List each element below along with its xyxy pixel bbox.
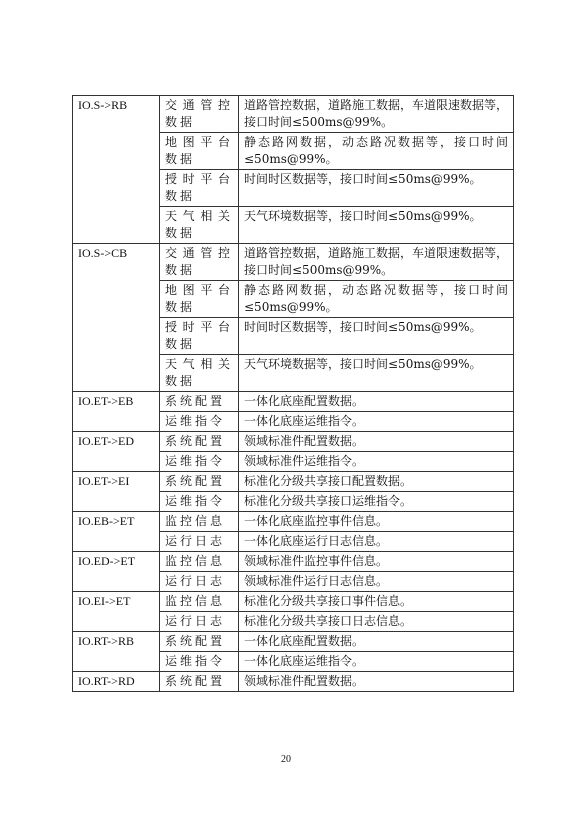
category-cell: 授时平台数据 (160, 318, 239, 355)
category-cell: 地图平台数据 (160, 133, 239, 170)
description-cell: 领域标准件监控事件信息。 (239, 552, 514, 572)
category-cell: 运行日志 (160, 612, 239, 632)
category-cell: 系统配置 (160, 672, 239, 692)
interface-spec-table (72, 95, 514, 692)
table-row (73, 632, 514, 652)
description-cell: 一体化底座配置数据。 (239, 632, 514, 652)
description-cell: 道路管控数据，道路施工数据，车道限速数据等，接口时间≤500ms@99%。 (239, 96, 514, 133)
description-cell: 天气环境数据等，接口时间≤50ms@99%。 (239, 355, 514, 392)
category-cell: 天气相关数据 (160, 355, 239, 392)
description-cell: 道路管控数据，道路施工数据，车道限速数据等，接口时间≤500ms@99%。 (239, 244, 514, 281)
table-row (73, 672, 514, 692)
category-cell: 运维指令 (160, 452, 239, 472)
interface-id-cell: IO.EI->ET (73, 592, 160, 632)
table-row (73, 592, 514, 612)
table-row (73, 96, 514, 133)
category-cell: 天气相关数据 (160, 207, 239, 244)
category-cell: 系统配置 (160, 432, 239, 452)
table-row (73, 392, 514, 412)
interface-id-cell: IO.RT->RB (73, 632, 160, 672)
description-cell: 标准化分级共享接口事件信息。 (239, 592, 514, 612)
table-row (73, 432, 514, 452)
category-cell: 系统配置 (160, 392, 239, 412)
description-cell: 时间时区数据等，接口时间≤50ms@99%。 (239, 318, 514, 355)
category-cell: 系统配置 (160, 472, 239, 492)
description-cell: 一体化底座配置数据。 (239, 392, 514, 412)
description-cell: 时间时区数据等，接口时间≤50ms@99%。 (239, 170, 514, 207)
table-row (73, 472, 514, 492)
category-cell: 交通管控数据 (160, 96, 239, 133)
interface-spec-table-body (73, 96, 514, 692)
table-row (73, 552, 514, 572)
description-cell: 天气环境数据等，接口时间≤50ms@99%。 (239, 207, 514, 244)
description-cell: 静态路网数据，动态路况数据等，接口时间≤50ms@99%。 (239, 133, 514, 170)
description-cell: 标准化分级共享接口日志信息。 (239, 612, 514, 632)
description-cell: 一体化底座运维指令。 (239, 412, 514, 432)
description-cell: 领域标准件运行日志信息。 (239, 572, 514, 592)
table-row (73, 512, 514, 532)
category-cell: 交通管控数据 (160, 244, 239, 281)
category-cell: 运行日志 (160, 532, 239, 552)
category-cell: 监控信息 (160, 592, 239, 612)
interface-id-cell: IO.ET->ED (73, 432, 160, 472)
description-cell: 静态路网数据，动态路况数据等，接口时间≤50ms@99%。 (239, 281, 514, 318)
page-number: 20 (281, 754, 291, 765)
description-cell: 领域标准件运维指令。 (239, 452, 514, 472)
table-row (73, 244, 514, 281)
description-cell: 一体化底座运行日志信息。 (239, 532, 514, 552)
description-cell: 标准化分级共享接口配置数据。 (239, 472, 514, 492)
interface-id-cell: IO.EB->ET (73, 512, 160, 552)
category-cell: 运维指令 (160, 652, 239, 672)
category-cell: 运维指令 (160, 492, 239, 512)
interface-id-cell: IO.S->RB (73, 96, 160, 244)
interface-id-cell: IO.S->CB (73, 244, 160, 392)
interface-id-cell: IO.ED->ET (73, 552, 160, 592)
category-cell: 授时平台数据 (160, 170, 239, 207)
description-cell: 一体化底座运维指令。 (239, 652, 514, 672)
description-cell: 领域标准件配置数据。 (239, 432, 514, 452)
category-cell: 监控信息 (160, 512, 239, 532)
interface-id-cell: IO.ET->EB (73, 392, 160, 432)
interface-id-cell: IO.RT->RD (73, 672, 160, 692)
category-cell: 运行日志 (160, 572, 239, 592)
interface-id-cell: IO.ET->EI (73, 472, 160, 512)
description-cell: 标准化分级共享接口运维指令。 (239, 492, 514, 512)
description-cell: 领域标准件配置数据。 (239, 672, 514, 692)
description-cell: 一体化底座监控事件信息。 (239, 512, 514, 532)
category-cell: 地图平台数据 (160, 281, 239, 318)
category-cell: 运维指令 (160, 412, 239, 432)
category-cell: 系统配置 (160, 632, 239, 652)
category-cell: 监控信息 (160, 552, 239, 572)
